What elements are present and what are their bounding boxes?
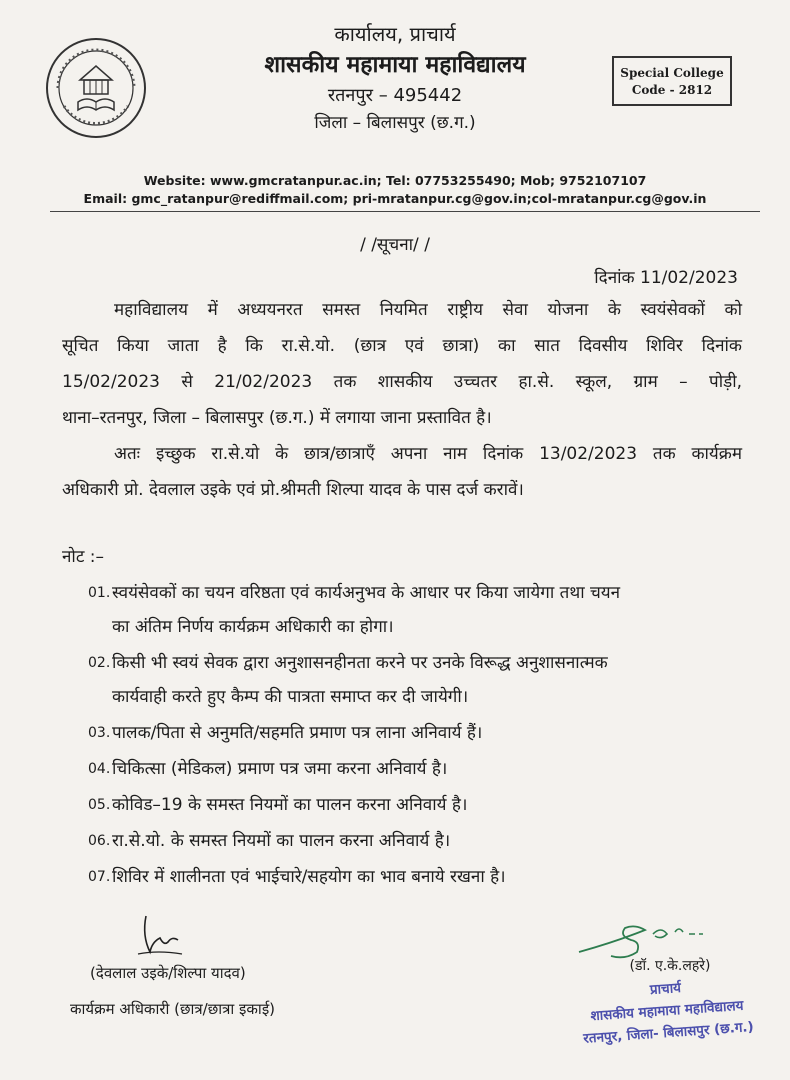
principal-name: (डॉ. ए.के.लहरे) [629,958,711,974]
college-seal-icon [44,36,148,140]
stamp-address: रतनपुर, जिला- बिलासपुर (छ.ग.) [582,1019,755,1047]
note-text: किसी भी स्वयं सेवक द्वारा अनुशासनहीनता करने पर उनके विरूद्ध अनुशासनात्मक [112,653,608,673]
email-line: Email: gmc_ratanpur@rediffmail.com; pri-mratanpur.cg@gov.in;col-mratanpur.cg@gov.in [83,191,707,206]
officer-names: (देवलाल उइके/शिल्पा यादव) [90,964,246,982]
note-text: पालक/पिता से अनुमति/सहमति प्रमाण पत्र लाना अनिवार्य हैं। [112,723,483,743]
para1-line: महाविद्यालय में अध्ययनरत समस्त नियमित राष्ट्रीय सेवा योजना के स्वयंसेवकों को [114,300,742,320]
notice-date: दिनांक 11/02/2023 [594,268,738,288]
note-text: कोविड–19 के समस्त नियमों का पालन करना अनिवार्य है। [112,795,468,815]
college-header [190,20,600,136]
note-heading: नोट :– [62,547,105,567]
note-item [88,646,748,714]
para1-line: 15/02/2023 से 21/02/2023 तक शासकीय उच्चतर हा.से. स्कूल, ग्राम – पोड़ी, [62,372,742,392]
notes-list [88,576,748,894]
note-text: शिविर में शालीनता एवं भाईचारे/सहयोग का भाव बनाये रखना है। [112,867,506,887]
note-item [88,860,748,894]
para2-line: अधिकारी प्रो. देवलाल उइके एवं प्रो.श्रीमती शिल्पा यादव के पास दर्ज करावें। [62,480,524,500]
college-name: शासकीय महामाया महाविद्यालय [264,52,526,78]
stamp-designation: प्राचार्य [649,979,682,999]
paragraph-1 [62,292,742,436]
special-code-line2: Code - 2812 [631,83,713,97]
office-title: कार्यालय, प्राचार्य [334,22,456,46]
stamp-college: शासकीय महामाया महाविद्यालय [589,997,744,1025]
para1-line: थाना–रतनपुर, जिला – बिलासपुर (छ.ग.) में लगाया जाना प्रस्तावित है। [62,408,492,428]
note-item [88,824,748,858]
district: जिला – बिलासपुर (छ.ग.) [314,113,476,133]
left-signature-icon [132,912,192,958]
header-divider [50,211,760,212]
note-item [88,716,748,750]
para2-line: अतः इच्छुक रा.से.यो के छात्र/छात्राएँ अपना नाम दिनांक 13/02/2023 तक कार्यक्रम [114,444,743,464]
note-number: 03. [88,725,111,741]
note-number: 02. [88,655,111,671]
paragraph-2 [62,436,742,508]
special-code-line1: Special College [620,66,724,80]
website-line: Website: www.gmcratanpur.ac.in; Tel: 07753255490; Mob; 9752107107 [143,173,647,188]
note-number: 04. [88,761,111,777]
note-text: रा.से.यो. के समस्त नियमों का पालन करना अनिवार्य है। [112,831,451,851]
note-text: चिकित्सा (मेडिकल) प्रमाण पत्र जमा करना अनिवार्य है। [112,759,448,779]
note-item [88,576,748,644]
special-code-box [612,56,732,106]
note-number: 07. [88,869,111,885]
city-pin: रतनपुर – 495442 [327,85,463,106]
note-text: स्वयंसेवकों का चयन वरिष्ठता एवं कार्यअनुभव के आधार पर किया जायेगा तथा चयन [112,583,621,603]
note-item [88,788,748,822]
para1-line: सूचित किया जाता है कि रा.से.यो. (छात्र एवं छात्रा) का सात दिवसीय शिविर दिनांक [62,336,742,356]
note-text-cont: का अंतिम निर्णय कार्यक्रम अधिकारी का होगा। [112,617,394,637]
note-number: 05. [88,797,111,813]
principal-stamp [560,971,774,1051]
note-item [88,752,748,786]
officer-designation: कार्यक्रम अधिकारी (छात्र/छात्रा इकाई) [70,1000,276,1018]
note-text-cont: कार्यवाही करते हुए कैम्प की पात्रता समाप्त कर दी जायेगी। [112,687,469,707]
notice-title: / /सूचना/ / [360,235,430,255]
note-number: 06. [88,833,111,849]
program-officer-signature [70,955,390,1027]
note-number: 01. [88,585,111,601]
